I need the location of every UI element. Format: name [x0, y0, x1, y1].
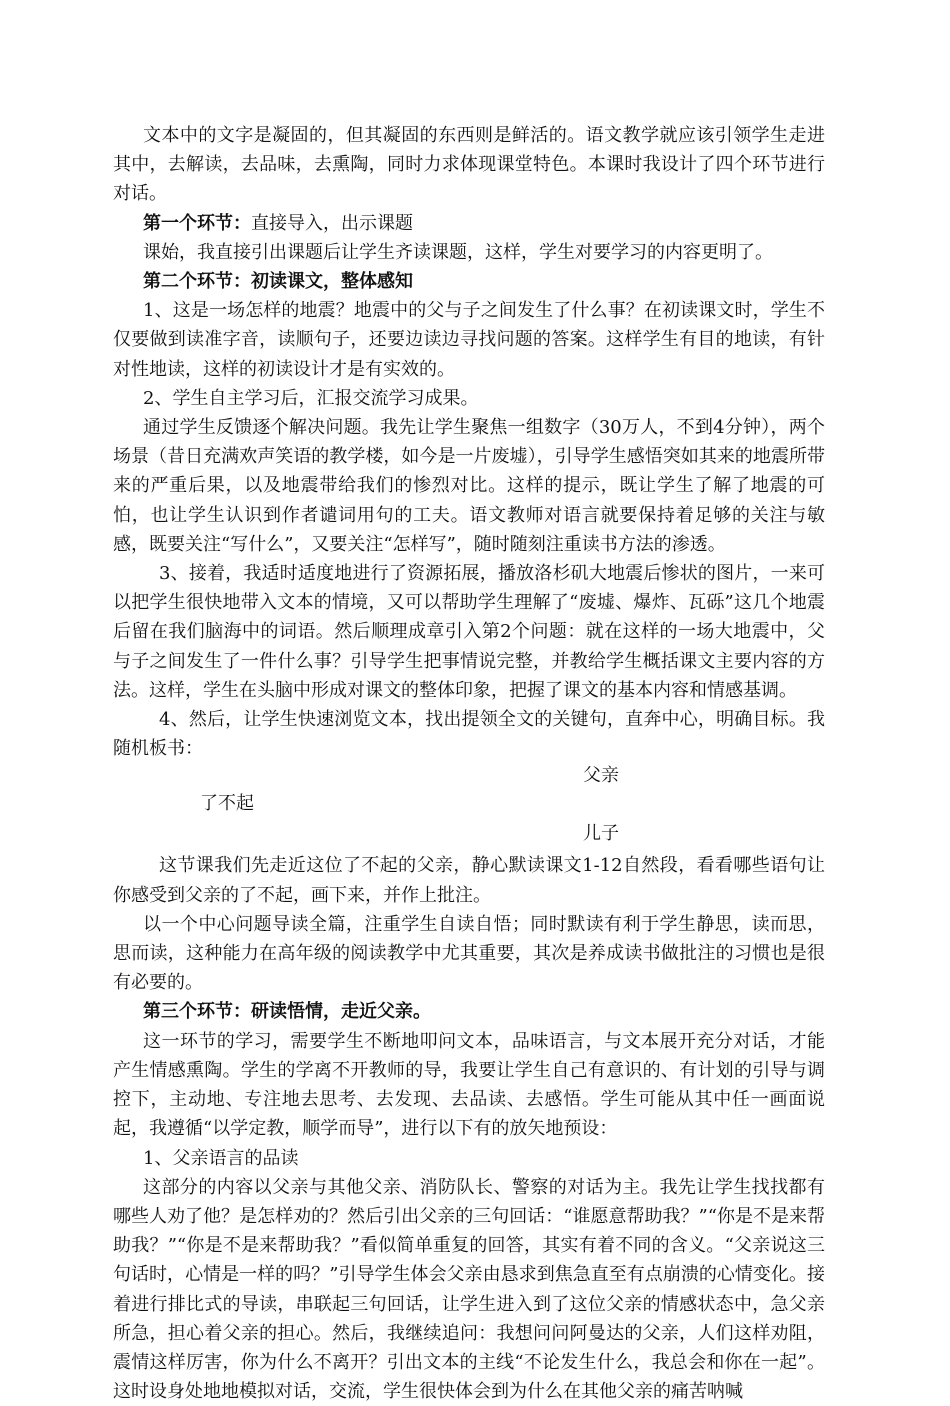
section-3-subheading: 1、父亲语言的品读	[143, 1147, 299, 1169]
section-2-heading	[113, 267, 825, 296]
section-1-heading	[113, 209, 825, 238]
section-2-paragraph-6: 这节课我们先走近这位了不起的父亲，静心默读课文1-12自然段，看看哪些语句让你感受到父亲的了不起，画下来，并作上批注。	[113, 855, 825, 906]
intro-paragraph: 文本中的文字是凝固的，但其凝固的东西则是鲜活的。语文教学就应该引领学生走进其中，去解读，去品味，去熏陶，同时力求体现课堂特色。本课时我设计了四个环节进行对话。	[113, 125, 825, 205]
section-2-paragraph-2: 2、学生自主学习后，汇报交流学习成果。	[143, 387, 479, 409]
board-writing	[113, 763, 825, 851]
section-3-heading	[113, 997, 825, 1026]
section-2-paragraph-1: 1、这是一场怎样的地震？地震中的父与子之间发生了什么事？在初读课文时，学生不仅要做到读准字音，读顺句子，还要边读边寻找问题的答案。这样学生有目的地读，有针对性地读，这样的初读设计才是有实效的。	[113, 300, 825, 380]
section-2-paragraph-3: 通过学生反馈逐个解决问题。我先让学生聚焦一组数字（30万人，不到4分钟），两个场景（昔日充满欢声笑语的教学楼，如今是一片废墟），引导学生感悟突如其来的地震所带来的严重后果，以及地震带给我们的惨烈对比。这样的提示，既让学生了解了地震的可怕，也让学生认识到作者谴词用句的工夫。语文教师对语言就要保持着足够的关注与敏感，既要关注“写什么”，又要关注“怎样写”，随时随刻注重读书方法的渗透。	[113, 417, 825, 555]
section-3-title: 第三个环节：研读悟情，走近父亲。	[143, 1001, 431, 1023]
section-1-title: 直接导入，出示课题	[251, 212, 413, 234]
document-body	[113, 121, 825, 1406]
section-1-paragraph: 课始，我直接引出课题后让学生齐读课题，这样，学生对要学习的内容更明了。	[143, 241, 773, 263]
board-great: 了不起	[200, 793, 254, 815]
board-son: 儿子	[583, 823, 619, 845]
section-3-paragraph-2: 这部分的内容以父亲与其他父亲、消防队长、警察的对话为主。我先让学生找找都有哪些人劝了他？是怎样劝的？然后引出父亲的三句回话：“谁愿意帮助我？”“你是不是来帮助我？”“你是不是来帮助我？”看似简单重复的回答，其实有着不同的含义。“父亲说这三句话时，心情是一样的吗？”引导学生体会父亲由恳求到焦急直至有点崩溃的心情变化。接着进行排比式的导读，串联起三句回话，让学生进入到了这位父亲的情感状态中，急父亲所急，担心着父亲的担心。然后，我继续追问：我想问问阿曼达的父亲，人们这样劝阻，震情这样厉害，你为什么不离开？引出文本的主线“不论发生什么，我总会和你在一起”。这时设身处地地模拟对话，交流，学生很快体会到为什么在其他父亲的痛苦呐喊	[113, 1176, 825, 1403]
section-3-paragraph-1: 这一环节的学习，需要学生不断地叩问文本，品味语言，与文本展开充分对话，才能产生情感熏陶。学生的学离不开教师的导，我要让学生自己有意识的、有计划的引导与调控下，主动地、专注地去思考、去发现、去品读、去感悟。学生可能从其中任一画面说起，我遵循“以学定教，顺学而导”，进行以下有的放矢地预设：	[113, 1030, 825, 1140]
board-father: 父亲	[583, 765, 619, 787]
section-2-paragraph-4: 3、接着，我适时适度地进行了资源拓展，播放洛杉矶大地震后惨状的图片，一来可以把学生很快地带入文本的情境，又可以帮助学生理解了“废墟、爆炸、瓦砾”这几个地震后留在我们脑海中的词语。然后顺理成章引入第2个问题：就在这样的一场大地震中，父与子之间发生了一件什么事？引导学生把事情说完整，并教给学生概括课文主要内容的方法。这样，学生在头脑中形成对课文的整体印象，把握了课文的基本内容和情感基调。	[113, 563, 825, 701]
section-2-paragraph-5: 4、然后，让学生快速浏览文本，找出提领全文的关键句，直奔中心，明确目标。我随机板书：	[113, 709, 825, 760]
section-1-label: 第一个环节：	[143, 212, 251, 234]
section-2-title: 第二个环节：初读课文，整体感知	[143, 271, 413, 293]
section-2-paragraph-7: 以一个中心问题导读全篇，注重学生自读自悟；同时默读有利于学生静思，读而思，思而读，这种能力在高年级的阅读教学中尤其重要，其次是养成读书做批注的习惯也是很有必要的。	[113, 913, 825, 994]
